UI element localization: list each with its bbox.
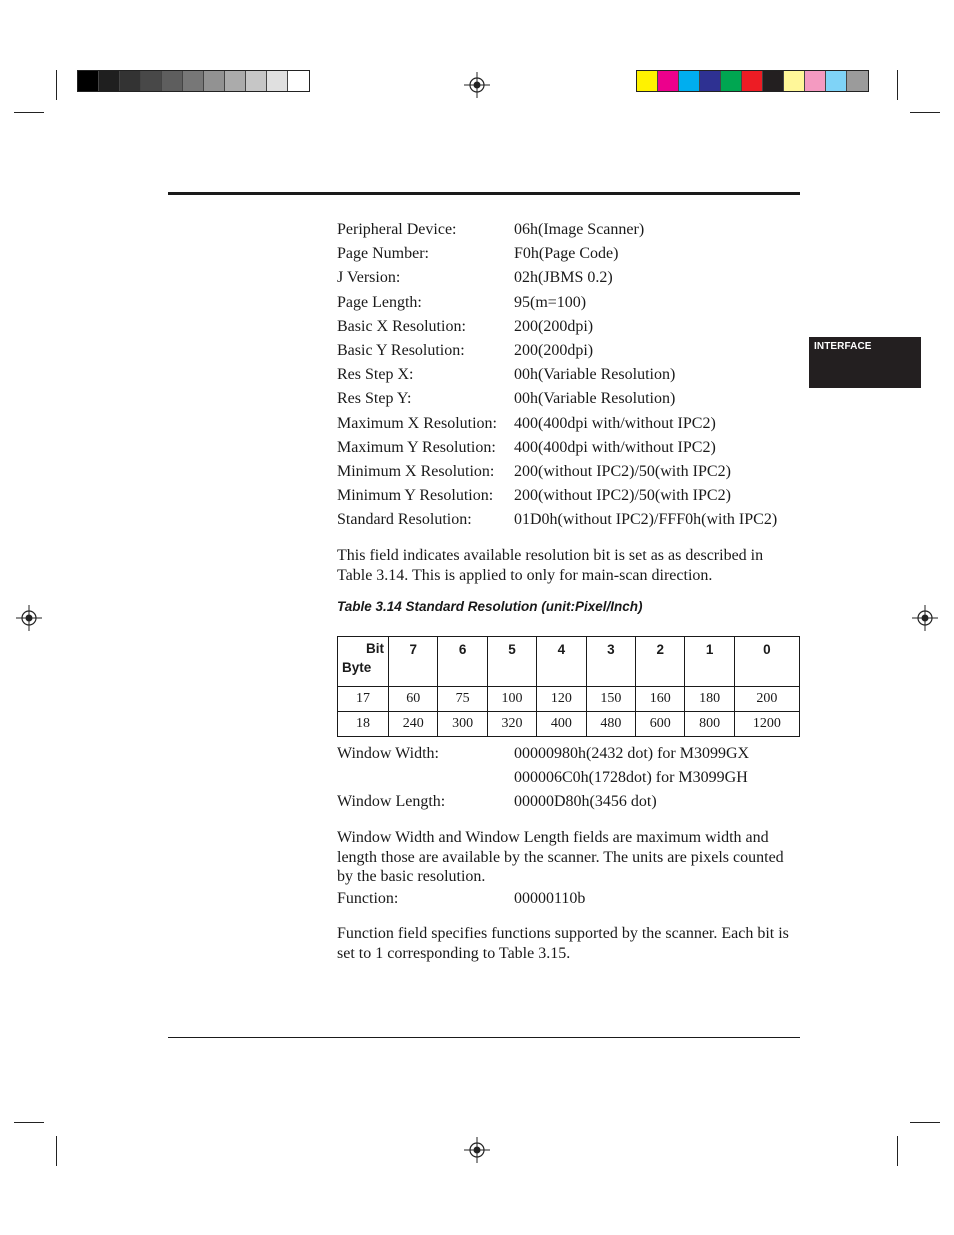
color-swatch — [658, 71, 679, 91]
field-label: Res Step X: — [337, 366, 414, 384]
resolution-cell: 320 — [487, 712, 536, 737]
color-swatch — [99, 71, 120, 91]
field-value: 000006C0h(1728dot) for M3099GH — [514, 769, 748, 786]
color-swatch — [700, 71, 721, 91]
section-tab-label: INTERFACE — [814, 341, 872, 352]
footer-rule — [168, 1037, 800, 1038]
field-value: 200(200dpi) — [514, 342, 594, 359]
field-value: 00000110b — [514, 890, 586, 907]
resolution-cell: 1200 — [734, 712, 799, 737]
table-row — [338, 712, 800, 737]
crop-mark — [897, 70, 898, 100]
bit-header-cell: 4 — [537, 637, 586, 687]
resolution-cell: 120 — [537, 687, 586, 712]
resolution-cell: 300 — [438, 712, 487, 737]
resolution-cell: 60 — [389, 687, 438, 712]
field-value: 95(m=100) — [514, 293, 587, 311]
byte-cell: 18 — [338, 712, 389, 737]
field-label: Maximum Y Resolution: — [337, 438, 496, 456]
color-swatch — [78, 71, 99, 91]
field-label: Minimum X Resolution: — [337, 463, 495, 480]
field-label: Res Step Y: — [337, 390, 412, 408]
bit-header-cell: 6 — [438, 637, 487, 687]
color-swatch — [246, 71, 267, 91]
color-swatch — [805, 71, 826, 91]
color-swatch — [120, 71, 141, 91]
field-label: Page Length: — [337, 293, 422, 311]
field-label: Maximum X Resolution: — [337, 414, 497, 432]
field-value: 400(400dpi with/without IPC2) — [514, 438, 716, 456]
crop-mark — [56, 70, 57, 100]
resolution-description: This field indicates available resolution bit is set as as described in Table 3.14. This is applied to only for main-scan direction. — [337, 547, 764, 584]
field-value: 00000D80h(3456 dot) — [514, 793, 657, 810]
color-swatch — [637, 71, 658, 91]
field-value: 200(200dpi) — [514, 317, 594, 335]
resolution-cell: 240 — [389, 712, 438, 737]
registration-mark-icon — [464, 1137, 490, 1163]
crop-mark — [56, 1136, 57, 1166]
table-row — [338, 687, 800, 712]
registration-mark-icon — [16, 605, 42, 631]
field-label: Minimum Y Resolution: — [337, 487, 494, 505]
field-label: Peripheral Device: — [337, 221, 457, 238]
header-rule — [168, 192, 800, 195]
bit-header-cell: 5 — [487, 637, 536, 687]
resolution-cell: 180 — [685, 687, 734, 712]
field-label: Window Length: — [337, 793, 446, 810]
grayscale-swatch-strip — [77, 70, 310, 92]
field-value: 06h(Image Scanner) — [514, 221, 645, 238]
bit-header-cell: 1 — [685, 637, 734, 687]
bit-header-cell: 3 — [586, 637, 635, 687]
field-label: Window Width: — [337, 745, 439, 762]
resolution-cell: 800 — [685, 712, 734, 737]
color-swatch — [763, 71, 784, 91]
color-swatch — [183, 71, 204, 91]
field-value: 400(400dpi with/without IPC2) — [514, 414, 716, 432]
field-value: 02h(JBMS 0.2) — [514, 269, 613, 287]
field-label: J Version: — [337, 269, 401, 287]
crop-mark — [14, 112, 44, 113]
field-value: 00000980h(2432 dot) for M3099GX — [514, 745, 750, 762]
crop-mark — [910, 1122, 940, 1123]
bit-header-cell: 2 — [636, 637, 685, 687]
field-value: 200(without IPC2)/50(with IPC2) — [514, 487, 731, 505]
resolution-cell: 400 — [537, 712, 586, 737]
bit-header-cell: 0 — [734, 637, 799, 687]
window-description: Window Width and Window Length fields are maximum width and length those are available by the scanner. The units are pixels counted by the basic resolution. — [337, 829, 784, 886]
color-swatch — [847, 71, 868, 91]
color-swatch — [225, 71, 246, 91]
field-value: F0h(Page Code) — [514, 245, 619, 263]
resolution-cell: 480 — [586, 712, 635, 737]
registration-mark-icon — [912, 605, 938, 631]
bit-header-cell: 7 — [389, 637, 438, 687]
color-swatch — [742, 71, 763, 91]
table-caption: Table 3.14 Standard Resolution (unit:Pixel/Inch) — [337, 599, 643, 614]
resolution-cell: 150 — [586, 687, 635, 712]
crop-mark — [14, 1122, 44, 1123]
color-swatch — [826, 71, 847, 91]
bit-label: Bit — [366, 641, 384, 656]
field-label: Function: — [337, 890, 399, 907]
field-label: Page Number: — [337, 245, 429, 263]
color-swatch — [288, 71, 309, 91]
color-swatch — [267, 71, 288, 91]
byte-cell: 17 — [338, 687, 389, 712]
field-value: 00h(Variable Resolution) — [514, 390, 676, 408]
color-swatch — [721, 71, 742, 91]
color-swatch — [162, 71, 183, 91]
resolution-cell: 75 — [438, 687, 487, 712]
standard-resolution-table — [337, 636, 800, 737]
color-swatch — [204, 71, 225, 91]
color-swatch-strip — [636, 70, 869, 92]
field-label: Basic X Resolution: — [337, 317, 466, 335]
resolution-cell: 100 — [487, 687, 536, 712]
table-header-row — [338, 637, 800, 687]
field-value: 01D0h(without IPC2)/FFF0h(with IPC2) — [514, 511, 778, 529]
table-corner-cell — [338, 637, 389, 687]
color-swatch — [141, 71, 162, 91]
color-swatch — [679, 71, 700, 91]
field-label: Standard Resolution: — [337, 511, 472, 529]
resolution-cell: 160 — [636, 687, 685, 712]
byte-label: Byte — [342, 660, 372, 675]
field-label: Basic Y Resolution: — [337, 342, 465, 359]
function-description: Function field specifies functions supported by the scanner. Each bit is set to 1 corresponding to Table 3.15. — [337, 925, 789, 962]
resolution-cell: 200 — [734, 687, 799, 712]
field-value: 00h(Variable Resolution) — [514, 366, 676, 384]
crop-mark — [897, 1136, 898, 1166]
color-swatch — [784, 71, 805, 91]
registration-mark-icon — [464, 72, 490, 98]
crop-mark — [910, 112, 940, 113]
field-value: 200(without IPC2)/50(with IPC2) — [514, 463, 731, 480]
resolution-cell: 600 — [636, 712, 685, 737]
section-tab — [809, 337, 921, 388]
